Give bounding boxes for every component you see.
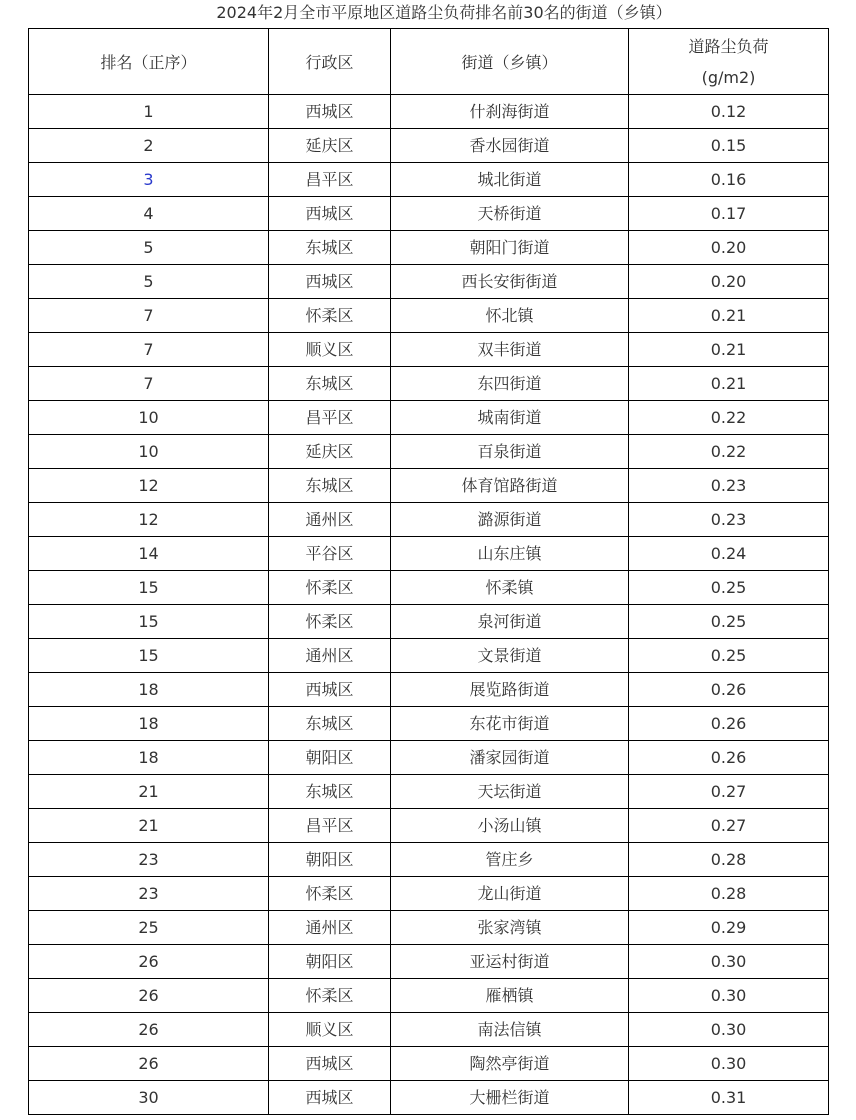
dust-load-cell: 0.16 [629,163,829,197]
dust-load-cell: 0.22 [629,435,829,469]
table-row [29,1013,829,1047]
dust-load-cell: 0.27 [629,809,829,843]
street-cell: 陶然亭街道 [391,1047,629,1081]
street-cell: 张家湾镇 [391,911,629,945]
rank-cell: 7 [29,367,269,401]
district-cell: 怀柔区 [269,299,391,333]
table-row [29,95,829,129]
dust-load-cell: 0.15 [629,129,829,163]
dust-load-cell: 0.30 [629,979,829,1013]
dust-load-cell: 0.21 [629,333,829,367]
table-row [29,1081,829,1115]
dust-load-cell: 0.12 [629,95,829,129]
street-cell: 天桥街道 [391,197,629,231]
table-row [29,775,829,809]
rank-cell: 15 [29,639,269,673]
rank-cell: 12 [29,469,269,503]
rank-cell: 7 [29,333,269,367]
table-row [29,333,829,367]
rank-cell: 12 [29,503,269,537]
table-row [29,265,829,299]
street-cell: 潘家园街道 [391,741,629,775]
rank-cell: 2 [29,129,269,163]
dust-load-cell: 0.28 [629,877,829,911]
dust-load-cell: 0.25 [629,571,829,605]
district-cell: 昌平区 [269,809,391,843]
rank-cell: 14 [29,537,269,571]
table-row [29,673,829,707]
street-cell: 小汤山镇 [391,809,629,843]
district-cell: 通州区 [269,911,391,945]
table-row [29,197,829,231]
district-cell: 通州区 [269,503,391,537]
table-row [29,605,829,639]
street-cell: 体育馆路街道 [391,469,629,503]
rank-cell: 26 [29,1047,269,1081]
table-row [29,945,829,979]
district-cell: 东城区 [269,367,391,401]
rank-cell: 18 [29,707,269,741]
rank-cell: 26 [29,1013,269,1047]
street-cell: 城南街道 [391,401,629,435]
table-row [29,1047,829,1081]
rank-cell: 23 [29,843,269,877]
street-cell: 东花市街道 [391,707,629,741]
district-cell: 西城区 [269,1081,391,1115]
table-row [29,571,829,605]
rank-cell: 21 [29,775,269,809]
table-row [29,503,829,537]
table-row [29,469,829,503]
street-cell: 管庄乡 [391,843,629,877]
dust-load-cell: 0.26 [629,673,829,707]
district-cell: 怀柔区 [269,877,391,911]
dust-load-cell: 0.23 [629,503,829,537]
rank-cell: 26 [29,979,269,1013]
rank-cell: 10 [29,401,269,435]
table-row [29,809,829,843]
street-cell: 朝阳门街道 [391,231,629,265]
street-cell: 香水园街道 [391,129,629,163]
street-cell: 大栅栏街道 [391,1081,629,1115]
district-cell: 西城区 [269,197,391,231]
table-row [29,367,829,401]
table-row [29,639,829,673]
district-cell: 延庆区 [269,129,391,163]
district-header: 行政区 [269,29,391,95]
street-cell: 山东庄镇 [391,537,629,571]
rank-cell: 5 [29,231,269,265]
page-title: 2024年2月全市平原地区道路尘负荷排名前30名的街道（乡镇） [216,3,672,22]
dust-load-header-unit: (g/m2) [701,67,756,87]
street-cell: 展览路街道 [391,673,629,707]
district-cell: 怀柔区 [269,605,391,639]
dust-load-cell: 0.25 [629,605,829,639]
street-cell: 亚运村街道 [391,945,629,979]
street-cell: 天坛街道 [391,775,629,809]
rank-cell: 21 [29,809,269,843]
street-cell: 东四街道 [391,367,629,401]
table-row [29,843,829,877]
district-cell: 通州区 [269,639,391,673]
dust-load-cell: 0.30 [629,1047,829,1081]
district-cell: 西城区 [269,265,391,299]
table-header [29,29,829,95]
street-cell: 龙山街道 [391,877,629,911]
dust-load-cell: 0.24 [629,537,829,571]
dust-load-cell: 0.30 [629,1013,829,1047]
street-cell: 文景街道 [391,639,629,673]
table-row [29,435,829,469]
dust-load-header-label: 道路尘负荷 [688,36,769,56]
table-row [29,231,829,265]
district-cell: 顺义区 [269,333,391,367]
header-row [29,29,829,95]
district-cell: 西城区 [269,1047,391,1081]
table-row [29,299,829,333]
table-row [29,911,829,945]
district-cell: 朝阳区 [269,945,391,979]
dust-load-cell: 0.30 [629,945,829,979]
dust-load-cell: 0.25 [629,639,829,673]
district-cell: 朝阳区 [269,741,391,775]
dust-load-cell: 0.23 [629,469,829,503]
rank-cell: 15 [29,571,269,605]
rank-cell: 30 [29,1081,269,1115]
table-body [29,95,829,1115]
dust-load-cell: 0.26 [629,741,829,775]
dust-load-cell: 0.21 [629,367,829,401]
district-cell: 顺义区 [269,1013,391,1047]
table-row [29,163,829,197]
rank-header: 排名（正序） [29,29,269,95]
rank-cell: 1 [29,95,269,129]
table-row [29,979,829,1013]
street-cell: 怀柔镇 [391,571,629,605]
district-cell: 东城区 [269,469,391,503]
street-cell: 怀北镇 [391,299,629,333]
dust-load-cell: 0.31 [629,1081,829,1115]
dust-load-cell: 0.27 [629,775,829,809]
street-cell: 什刹海街道 [391,95,629,129]
district-cell: 昌平区 [269,401,391,435]
rank-cell: 7 [29,299,269,333]
street-cell: 双丰街道 [391,333,629,367]
table-row [29,707,829,741]
district-cell: 朝阳区 [269,843,391,877]
ranking-table [28,28,829,1115]
district-cell: 东城区 [269,775,391,809]
dust-load-cell: 0.20 [629,231,829,265]
rank-cell: 15 [29,605,269,639]
district-cell: 怀柔区 [269,571,391,605]
table-row [29,537,829,571]
rank-cell: 18 [29,673,269,707]
rank-cell: 10 [29,435,269,469]
street-cell: 百泉街道 [391,435,629,469]
rank-cell: 18 [29,741,269,775]
street-cell: 潞源街道 [391,503,629,537]
street-cell: 雁栖镇 [391,979,629,1013]
district-cell: 东城区 [269,231,391,265]
dust-load-cell: 0.28 [629,843,829,877]
district-cell: 怀柔区 [269,979,391,1013]
street-cell: 南法信镇 [391,1013,629,1047]
dust-load-cell: 0.20 [629,265,829,299]
dust-load-cell: 0.26 [629,707,829,741]
dust-load-cell: 0.22 [629,401,829,435]
dust-load-header [629,29,829,95]
street-cell: 城北街道 [391,163,629,197]
district-cell: 延庆区 [269,435,391,469]
table-row [29,401,829,435]
rank-cell[interactable]: 3 [29,163,269,197]
district-cell: 东城区 [269,707,391,741]
rank-cell: 4 [29,197,269,231]
dust-load-cell: 0.29 [629,911,829,945]
street-cell: 西长安街街道 [391,265,629,299]
table-row [29,741,829,775]
rank-cell: 25 [29,911,269,945]
district-cell: 西城区 [269,95,391,129]
table-row [29,129,829,163]
rank-cell: 23 [29,877,269,911]
dust-load-cell: 0.21 [629,299,829,333]
dust-load-cell: 0.17 [629,197,829,231]
district-cell: 昌平区 [269,163,391,197]
street-cell: 泉河街道 [391,605,629,639]
rank-cell: 26 [29,945,269,979]
street-header: 街道（乡镇） [391,29,629,95]
rank-cell: 5 [29,265,269,299]
district-cell: 西城区 [269,673,391,707]
table-row [29,877,829,911]
district-cell: 平谷区 [269,537,391,571]
